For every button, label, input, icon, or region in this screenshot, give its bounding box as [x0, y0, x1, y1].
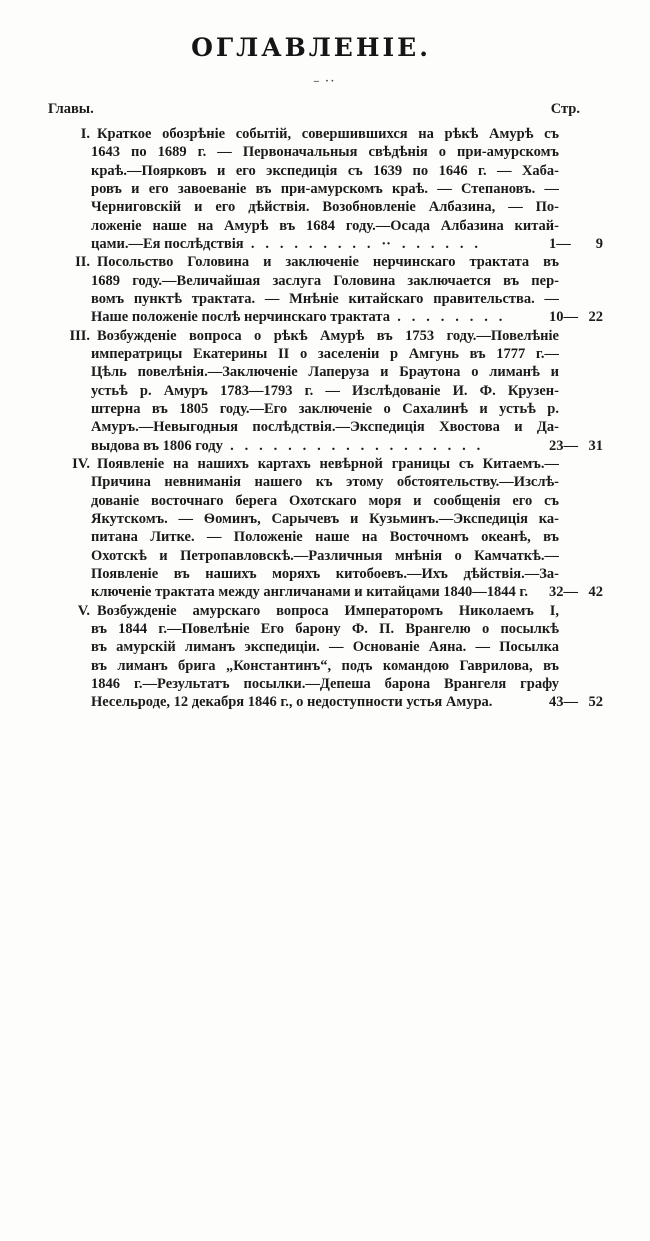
toc-line: цами.—Ея послѣдствія . . . . . . . . . ·· . . . . . .: [91, 235, 478, 252]
toc-line: Охотскѣ и Петропавловскѣ.—Различныя мнѣнія о Камчаткѣ.—: [91, 547, 559, 564]
page-range-start: 1—: [549, 235, 571, 252]
page-range-start: 43—: [549, 694, 578, 711]
toc-line: дованіе восточнаго берега Охотскаго моря и сообщенія его съ: [91, 492, 559, 509]
toc-list: [48, 125, 603, 712]
column-header-pages: Стр.: [550, 101, 580, 117]
column-header-chapters: Главы.: [48, 101, 94, 117]
toc-line: вомъ пунктѣ трактата. — Мнѣніе китайскаго правительства. —: [91, 290, 559, 307]
toc-entry: [48, 253, 603, 326]
toc-line: Цѣль повелѣнія.—Заключеніе Лаперуза и Браутона о лиманѣ и: [91, 364, 559, 381]
toc-line: императрицы Екатерины II о заселеніи р Амгунь въ 1777 г.—: [91, 345, 559, 362]
page-range-end: 52: [588, 694, 603, 711]
toc-entry-text: [91, 253, 559, 326]
toc-entry: [48, 602, 603, 712]
toc-line: Амуръ.—Невыгодныя послѣдствія.—Экспедиція Хвостова и Да-: [91, 419, 559, 436]
page-range-start: 23—: [549, 437, 578, 454]
toc-line: Несельроде, 12 декабря 1846 г., о недоступности устья Амура.: [91, 694, 493, 711]
toc-line: ровъ и его завоеваніе въ при-амурскомъ краѣ. — Степановъ. —: [91, 180, 559, 197]
chapter-numeral: IV.: [72, 455, 90, 472]
toc-column-headers: [48, 100, 603, 118]
toc-line: устьѣ р. Амуръ 1783—1793 г. — Изслѣдованіе И. Ф. Крузен-: [91, 382, 559, 399]
chapter-numeral: V.: [77, 602, 90, 619]
ornament-divider: – ··: [313, 76, 337, 87]
toc-line: въ лиманъ брига „Константинъ“, подъ командою Гаврилова, въ: [91, 657, 559, 674]
toc-line: Краткое обозрѣніе событій, совершившихся на рѣкѣ Амурѣ съ: [97, 126, 559, 142]
toc-entry: [48, 125, 603, 253]
chapter-numeral: II.: [75, 254, 90, 271]
toc-line: ложеніе наше на Амурѣ въ 1684 году.—Осада Албазина китай-: [91, 217, 559, 234]
page-range: [549, 308, 603, 326]
toc-entry: [48, 455, 603, 602]
toc-line: штерна въ 1805 году.—Его заключеніе о Сахалинѣ и устьѣ р.: [91, 400, 559, 417]
toc-line: Черниговскій и его дѣйствія. Возобновленіе Албазина, — По-: [91, 199, 559, 216]
toc-line: Возбужденіе вопроса о рѣкѣ Амурѣ въ 1753 году.—Повелѣніе: [97, 327, 559, 344]
toc-line: Причина невниманія нашего къ этому обстоятельству.—Изслѣ-: [91, 474, 559, 491]
toc-line: Наше положеніе послѣ нерчинскаго трактата . . . . . . . .: [91, 309, 503, 326]
toc-line: выдова въ 1806 году . . . . . . . . . . . . . . . . . .: [91, 437, 481, 454]
page-range-end: 42: [588, 584, 603, 601]
toc-line: питана Литке. — Положеніе наше на Восточномъ океанѣ, въ: [91, 529, 559, 546]
toc-entry-text: [91, 602, 559, 712]
page-range-start: 10—: [549, 309, 578, 326]
chapter-numeral: III.: [69, 327, 90, 344]
page-range-end: 22: [588, 309, 603, 326]
toc-entry-text: [91, 125, 559, 253]
page-range: [549, 583, 603, 601]
chapter-numeral: I.: [80, 126, 90, 142]
page-range-end: 31: [588, 437, 603, 454]
page-range: [549, 235, 603, 253]
toc-line: Посольство Головина и заключеніе нерчинскаго трактата въ: [97, 254, 559, 271]
scanned-book-page: [0, 34, 650, 1241]
toc-line: Появленіе на нашихъ картахъ невѣрной границы съ Китаемъ.—: [97, 455, 559, 472]
page-range: [549, 693, 603, 711]
toc-line: Появленіе въ нашихъ моряхъ китобоевъ.—Ихъ дѣйствія.—За-: [91, 565, 559, 582]
toc-entry-text: [91, 327, 559, 455]
toc-line: Возбужденіе амурскаго вопроса Императоромъ Николаемъ I,: [97, 602, 559, 619]
toc-line: ключеніе трактата между англичанами и китайцами 1840—1844 г.: [91, 584, 529, 601]
toc-line: 1846 г.—Результатъ посылки.—Депеша барона Врангеля графу: [91, 675, 559, 692]
page-range-start: 32—: [549, 584, 578, 601]
toc-line: 1689 году.—Величайшая заслуга Головина заключается въ пер-: [91, 272, 559, 289]
toc-entry-text: [91, 455, 559, 602]
page-range-end: 9: [595, 235, 603, 252]
toc-line: въ 1844 г.—Повелѣніе Его барону Ф. П. Врангелю о посылкѣ: [91, 620, 559, 637]
toc-line: Якутскомъ. — Ѳоминъ, Сарычевъ и Кузьминъ.—Экспедиція ка-: [91, 510, 559, 527]
toc-line: краѣ.—Поярковъ и его экспедиція съ 1639 по 1646 г. — Хаба-: [91, 162, 559, 179]
page-title: ОГЛАВЛЕНІЕ.: [191, 33, 431, 62]
toc-entry: [48, 327, 603, 455]
toc-line: въ амурскій лиманъ экспедиціи. — Основаніе Аяна. — Посылка: [91, 639, 559, 656]
toc-line: 1643 по 1689 г. — Первоначальныя свѣдѣнія о при-амурскомъ: [91, 144, 559, 161]
page-range: [549, 437, 603, 455]
